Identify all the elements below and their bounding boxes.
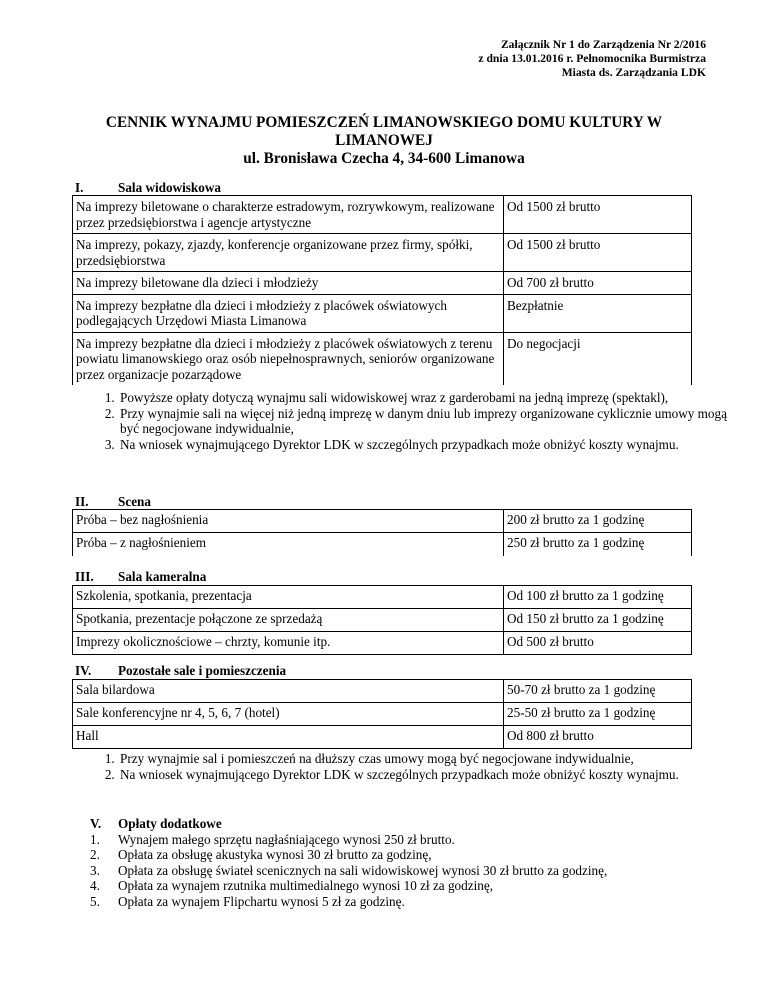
item-number: 1. [90, 831, 100, 847]
list-item: 2. Na wniosek wynajmującego Dyrektor LDK w szczególnych przypadkach może obniżyć koszty wynajmu. [118, 767, 730, 783]
title-address: ul. Bronisława Czecha 4, 34-600 Limanowa [243, 150, 525, 167]
item-text: Opłata za wynajem rzutnika multimedialnego wynosi 10 zł za godzinę, [118, 878, 493, 893]
price-table-pozostale-sale [72, 679, 692, 749]
table-row [73, 510, 692, 533]
attachment-line: Miasta ds. Zarządzania LDK [561, 66, 706, 79]
section-heading-1 [75, 180, 221, 195]
table-row [73, 726, 692, 749]
table-row [73, 632, 692, 655]
attachment-line: z dnia 13.01.2016 r. Pełnomocnika Burmistrza [478, 52, 706, 65]
row-price: 200 zł brutto za 1 godzinę [504, 510, 692, 533]
list-item: 2. Przy wynajmie sali na więcej niż jedną imprezę w danym dniu lub imprezy organizowane cyklicznie umowy mogą być negocjowane indywidualnie, [118, 406, 730, 437]
row-description: Na imprezy biletowane dla dzieci i młodzieży [73, 272, 504, 295]
price-table-sala-kameralna [72, 585, 692, 655]
table-row [73, 586, 692, 609]
row-description: Szkolenia, spotkania, prezentacja [73, 586, 504, 609]
list-item [90, 878, 607, 894]
price-table-scena [72, 509, 692, 556]
list-item: 1. Powyższe opłaty dotyczą wynajmu sali widowiskowej wraz z garderobami na jedną imprezę (spektakl), [118, 390, 730, 406]
row-description: Na imprezy bezpłatne dla dzieci i młodzieży z placówek oświatowych podlegających Urzędowi Miasta Limanowa [73, 294, 504, 332]
notes-list-section-4 [90, 751, 730, 782]
item-text: Opłata za obsługę świateł scenicznych na sali widowiskowej wynosi 30 zł brutto za godzinę, [118, 862, 608, 878]
table-row [73, 533, 692, 556]
row-description: Sale konferencyjne nr 4, 5, 6, 7 (hotel) [73, 703, 504, 726]
document-title [40, 114, 728, 168]
item-text: Wynajem małego sprzętu nagłaśniającego wynosi 250 zł brutto. [118, 831, 455, 847]
row-price: Od 1500 zł brutto [504, 196, 692, 234]
row-price: Od 150 zł brutto za 1 godzinę [504, 609, 692, 632]
section-number: II. [75, 494, 89, 509]
list-item [90, 894, 607, 910]
item-number: 2. [90, 847, 100, 862]
section-number: V. [90, 816, 102, 831]
section-heading-3 [75, 569, 206, 584]
row-description: Hall [73, 726, 504, 749]
section-title: Sala widowiskowa [118, 180, 221, 195]
row-description: Na imprezy, pokazy, zjazdy, konferencje organizowane przez firmy, spółki, przedsiębiorstwa [73, 234, 504, 272]
section-number: I. [75, 180, 84, 195]
title-line: CENNIK WYNAJMU POMIESZCZEŃ LIMANOWSKIEGO DOMU KULTURY W [105, 114, 663, 131]
row-price: Od 800 zł brutto [504, 726, 692, 749]
section-number: III. [75, 569, 94, 584]
row-price: Do negocjacji [504, 332, 692, 385]
row-description: Próba – z nagłośnieniem [73, 533, 504, 556]
section-heading-4 [75, 663, 286, 678]
table-row [73, 272, 692, 295]
row-description: Na imprezy biletowane o charakterze estradowym, rozrywkowym, realizowane przez przedsiębiorstwa i agencje artystyczne [73, 196, 504, 234]
table-row [73, 609, 692, 632]
row-description: Imprezy okolicznościowe – chrzty, komunie itp. [73, 632, 504, 655]
row-price: Bezpłatnie [504, 294, 692, 332]
item-text: Opłata za obsługę akustyka wynosi 30 zł brutto za godzinę, [118, 847, 432, 862]
table-row [73, 196, 692, 234]
row-description: Na imprezy bezpłatne dla dzieci i młodzieży z placówek oświatowych z terenu powiatu limanowskiego oraz osób niepełnosprawnych, seniorów organizowane przez organizacje pozarządowe [73, 332, 504, 385]
row-description: Spotkania, prezentacje połączone ze sprzedażą [73, 609, 504, 632]
row-price: 25-50 zł brutto za 1 godzinę [504, 703, 692, 726]
item-number: 3. [90, 862, 100, 878]
attachment-line: Załącznik Nr 1 do Zarządzenia Nr 2/2016 [500, 38, 706, 51]
row-price: 50-70 zł brutto za 1 godzinę [504, 680, 692, 703]
list-item [90, 832, 607, 848]
section-title: Scena [118, 494, 151, 509]
item-number: 4. [90, 878, 100, 893]
table-row [73, 332, 692, 385]
row-price: Od 1500 zł brutto [504, 234, 692, 272]
section-title: Sala kameralna [118, 569, 207, 584]
table-row [73, 680, 692, 703]
price-table-sala-widowiskowa [72, 195, 692, 385]
attachment-header [478, 38, 706, 80]
item-number: 5. [90, 893, 100, 909]
list-item [90, 847, 607, 863]
additional-fees [90, 816, 607, 909]
row-price: Od 100 zł brutto za 1 godzinę [504, 586, 692, 609]
notes-list-section-1 [90, 390, 730, 452]
section-heading-2 [75, 494, 151, 509]
title-line: LIMANOWEJ [335, 132, 433, 149]
table-row [73, 234, 692, 272]
section-title: Opłaty dodatkowe [118, 816, 222, 831]
table-row [73, 294, 692, 332]
row-price: Od 500 zł brutto [504, 632, 692, 655]
table-row [73, 703, 692, 726]
item-text: Opłata za wynajem Flipchartu wynosi 5 zł za godzinę. [118, 893, 405, 909]
section-heading-5 [90, 816, 607, 832]
list-item [90, 863, 607, 879]
row-description: Próba – bez nagłośnienia [73, 510, 504, 533]
section-title: Pozostałe sale i pomieszczenia [118, 663, 287, 678]
row-price: Od 700 zł brutto [504, 272, 692, 295]
list-item: 3. Na wniosek wynajmującego Dyrektor LDK w szczególnych przypadkach może obniżyć koszty wynajmu. [118, 437, 730, 453]
section-number: IV. [75, 663, 92, 678]
list-item: 1. Przy wynajmie sal i pomieszczeń na dłuższy czas umowy mogą być negocjowane indywidualnie, [118, 751, 730, 767]
row-description: Sala bilardowa [73, 680, 504, 703]
row-price: 250 zł brutto za 1 godzinę [504, 533, 692, 556]
